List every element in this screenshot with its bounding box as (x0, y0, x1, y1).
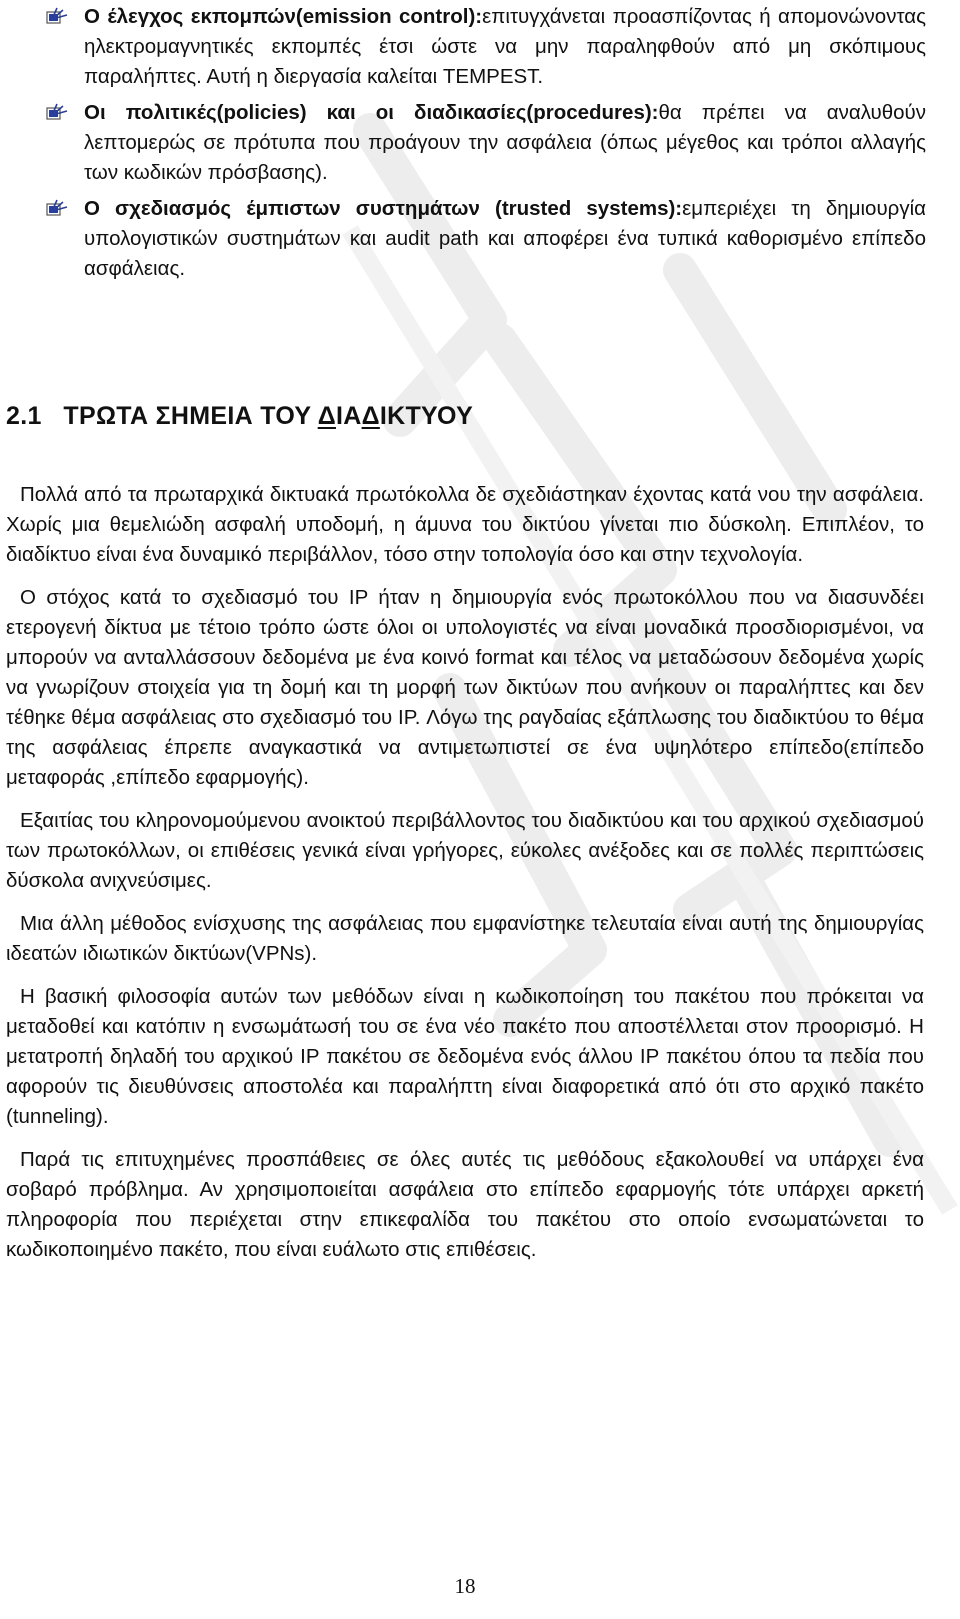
section-heading (6, 402, 473, 431)
page-number: 18 (454, 1574, 476, 1598)
paragraph: Εξαιτίας του κληρονομούμενου ανοικτού περιβάλλοντος του διαδικτύου και του αρχικού σχεδιασμού των πρωτοκόλλων, οι επιθέσεις γενικά είναι γρήγορες, εύκολες ανέξοδες και σε πολλές περιπτώσεις δύσκολα ανιχνεύσιμες. (6, 809, 924, 892)
section-title-part: ΙΑ (335, 402, 362, 430)
paragraph: Ο στόχος κατά το σχεδιασμό του IP ήταν η δημιουργία ενός πρωτοκόλλου που να διασυνδέει ετερογενή δίκτυα με τέτοιο τρόπο ώστε όλοι οι υπολογιστές να είναι μοναδικά προσδιορισμένοι, να μπορούν να ανταλλάσσουν δεδομένα με ένα κοινό format και τέλος να μεταδώσουν δεδομένα χωρίς να γνωρίζουν στοιχεία για τη δομή και τη μορφή των δικτύων που ανήκουν οι παραλήπτες και δεν τέθηκε θέμα ασφάλειας στο σχεδιασμό του IP. Λόγω της ραγδαίας εξάπλωσης του διαδικτύου το θέμα της ασφάλειας έπρεπε αναγκαστικά να αντιμετωπιστεί σε ένα υψηλότερο επίπεδο(επίπεδο μεταφοράς ,επίπεδο εφαρμογής). (6, 586, 924, 789)
bullet-term: Ο σχεδιασμός έμπιστων συστημάτων (trusted systems): (84, 197, 683, 220)
bullet-text: εμπεριέχει τη δημιουργία υπολογιστικών συστημάτων και audit path και αποφέρει ένα τυπικά καθορισμένο επίπεδο ασφάλειας. (84, 197, 926, 280)
checkbox-bullet-icon (46, 198, 68, 216)
paragraph: Παρά τις επιτυχημένες προσπάθειες σε όλες αυτές τις μεθόδους εξακολουθεί να υπάρχει ένα σοβαρό πρόβλημα. Αν χρησιμοποιείται ασφάλεια στο επίπεδο εφαρμογής τότε υπάρχει αρκετή πληροφορία που περιέχεται στην επικεφαλίδα του πακέτου στο οποίο ενσωματώνεται το κωδικοποιημένο πακέτο, που είναι ευάλωτο στις επιθέσεις. (6, 1148, 924, 1261)
bullet-text: θα πρέπει να αναλυθούν λεπτομερώς σε πρότυπα που προάγουν την ασφάλεια (όπως μέγεθος και τρόποι αλλαγής των κωδικών πρόσβασης). (84, 101, 926, 184)
bullet-item-emission-control (46, 2, 926, 92)
checkbox-bullet-icon (46, 102, 68, 120)
section-title-part: ΤΡΩΤΑ ΣΗΜΕΙΑ ΤΟΥ (63, 402, 318, 430)
bullet-item-trusted-systems (46, 194, 926, 284)
bullet-item-policies (46, 98, 926, 188)
paragraph: Μια άλλη μέθοδος ενίσχυσης της ασφάλειας που εμφανίστηκε τελευταία είναι αυτή της δημιουργίας ιδεατών ιδιωτικών δικτύων(VPNs). (6, 912, 924, 965)
section-title-underlined: Δ (361, 402, 380, 430)
bullet-term: Ο έλεγχος εκπομπών(emission control): (84, 5, 483, 28)
bullet-term: Οι πολιτικές(policies) και οι διαδικασίες(procedures): (84, 101, 659, 124)
section-title-underlined: Δ (317, 402, 336, 430)
paragraph: Η βασική φιλοσοφία αυτών των μεθόδων είναι η κωδικοποίηση του πακέτου που πρόκειται να μεταδοθεί και κατόπιν η ενσωμάτωσή του σε ένα νέο πακέτο που αποστέλλεται στον προορισμό. Η μετατροπή δηλαδή του αρχικού IP πακέτου σε δεδομένα ενός άλλου IP πακέτου όπου τα πεδία που αφορούν τις διευθύνσεις αποστολέα και παραλήπτη είναι διαφορετικά από ότι στο αρχικό πακέτο (tunneling). (6, 985, 924, 1128)
section-number: 2.1 (6, 402, 42, 430)
paragraph: Πολλά από τα πρωταρχικά δικτυακά πρωτόκολλα δε σχεδιάστηκαν έχοντας κατά νου την ασφάλεια. Χωρίς μια θεμελιώδη ασφαλή υποδομή, η άμυνα του δικτύου γίνεται πιο δύσκολη. Επιπλέον, το διαδίκτυο είναι ένα δυναμικό περιβάλλον, τόσο στην τοπολογία όσο και στην τεχνολογία. (6, 483, 924, 566)
body-text (6, 480, 924, 1278)
bullet-text: επιτυγχάνεται προασπίζοντας ή απομονώνοντας ηλεκτρομαγνητικές εκπομπές έτσι ώστε να μην παραληφθούν από μη σκόπιμους παραλήπτες. Αυτή η διεργασία καλείται TEMPEST. (84, 5, 927, 88)
bullet-list (46, 2, 926, 290)
checkbox-bullet-icon (46, 6, 68, 24)
section-title-part: ΙΚΤΥΟΥ (379, 402, 474, 430)
